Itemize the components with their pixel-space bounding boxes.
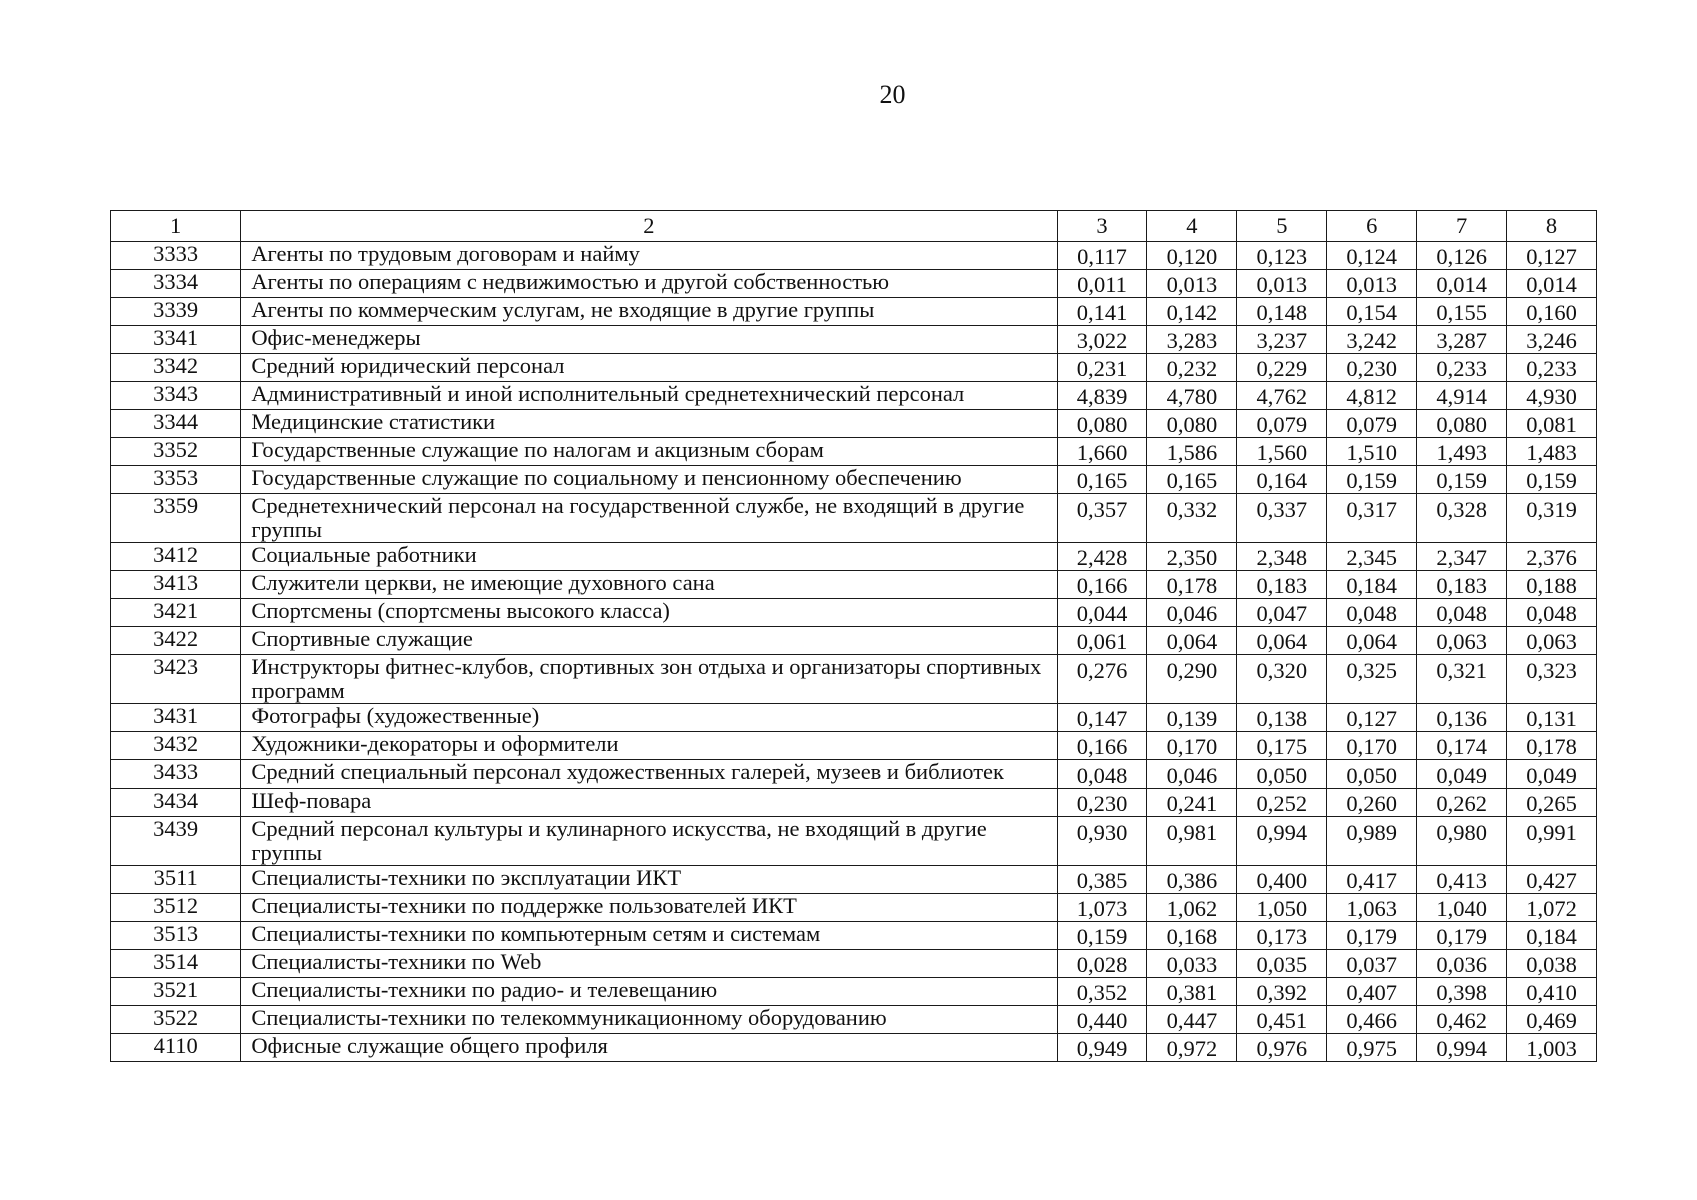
header-cell: 2 — [241, 211, 1057, 242]
value-cell: 3,242 — [1327, 326, 1417, 354]
value-cell: 0,184 — [1327, 571, 1417, 599]
value-cell: 0,385 — [1057, 866, 1147, 894]
value-cell: 1,660 — [1057, 438, 1147, 466]
occupation-name-cell: Специалисты-техники по поддержке пользователей ИКТ — [241, 894, 1057, 922]
value-cell: 0,392 — [1237, 978, 1327, 1006]
occupation-name-cell: Спортсмены (спортсмены высокого класса) — [241, 599, 1057, 627]
table-row — [111, 410, 1597, 438]
occupation-name-cell: Государственные служащие по социальному и пенсионному обеспечению — [241, 466, 1057, 494]
value-cell: 3,287 — [1417, 326, 1507, 354]
value-cell: 0,989 — [1327, 817, 1417, 866]
value-cell: 0,050 — [1237, 760, 1327, 789]
value-cell: 0,013 — [1237, 270, 1327, 298]
occupation-name-cell: Медицинские статистики — [241, 410, 1057, 438]
table-row — [111, 1034, 1597, 1062]
value-cell: 0,276 — [1057, 655, 1147, 704]
value-cell: 0,080 — [1147, 410, 1237, 438]
value-cell: 0,141 — [1057, 298, 1147, 326]
value-cell: 0,064 — [1237, 627, 1327, 655]
value-cell: 3,246 — [1507, 326, 1597, 354]
header-cell: 5 — [1237, 211, 1327, 242]
table-row — [111, 599, 1597, 627]
value-cell: 0,317 — [1327, 494, 1417, 543]
value-cell: 0,117 — [1057, 242, 1147, 270]
occupation-code-cell: 3334 — [111, 270, 241, 298]
value-cell: 0,469 — [1507, 1006, 1597, 1034]
table-body — [111, 211, 1597, 1062]
value-cell: 0,462 — [1417, 1006, 1507, 1034]
occupation-name-cell: Средний специальный персонал художественных галерей, музеев и библиотек — [241, 760, 1057, 789]
occupation-code-cell: 3439 — [111, 817, 241, 866]
table-row — [111, 571, 1597, 599]
occupation-name-cell: Спортивные служащие — [241, 627, 1057, 655]
value-cell: 2,345 — [1327, 543, 1417, 571]
value-cell: 0,063 — [1417, 627, 1507, 655]
value-cell: 0,930 — [1057, 817, 1147, 866]
header-cell: 8 — [1507, 211, 1597, 242]
value-cell: 0,994 — [1417, 1034, 1507, 1062]
value-cell: 0,352 — [1057, 978, 1147, 1006]
occupation-code-cell: 3434 — [111, 789, 241, 817]
table-row — [111, 543, 1597, 571]
value-cell: 1,483 — [1507, 438, 1597, 466]
occupation-code-cell: 3431 — [111, 704, 241, 732]
value-cell: 4,914 — [1417, 382, 1507, 410]
value-cell: 0,233 — [1417, 354, 1507, 382]
value-cell: 0,170 — [1327, 732, 1417, 760]
value-cell: 0,980 — [1417, 817, 1507, 866]
value-cell: 0,079 — [1237, 410, 1327, 438]
value-cell: 0,410 — [1507, 978, 1597, 1006]
header-cell: 6 — [1327, 211, 1417, 242]
value-cell: 0,035 — [1237, 950, 1327, 978]
value-cell: 0,165 — [1147, 466, 1237, 494]
occupation-code-cell: 3522 — [111, 1006, 241, 1034]
value-cell: 0,120 — [1147, 242, 1237, 270]
value-cell: 0,175 — [1237, 732, 1327, 760]
value-cell: 0,230 — [1057, 789, 1147, 817]
table-row — [111, 354, 1597, 382]
value-cell: 0,155 — [1417, 298, 1507, 326]
value-cell: 0,386 — [1147, 866, 1237, 894]
value-cell: 0,160 — [1507, 298, 1597, 326]
value-cell: 2,347 — [1417, 543, 1507, 571]
value-cell: 0,166 — [1057, 571, 1147, 599]
value-cell: 0,048 — [1327, 599, 1417, 627]
occupation-code-cell: 3423 — [111, 655, 241, 704]
value-cell: 0,398 — [1417, 978, 1507, 1006]
value-cell: 1,062 — [1147, 894, 1237, 922]
value-cell: 0,139 — [1147, 704, 1237, 732]
value-cell: 0,159 — [1327, 466, 1417, 494]
occupation-name-cell: Специалисты-техники по Web — [241, 950, 1057, 978]
value-cell: 0,148 — [1237, 298, 1327, 326]
value-cell: 2,376 — [1507, 543, 1597, 571]
value-cell: 0,381 — [1147, 978, 1237, 1006]
table-row — [111, 627, 1597, 655]
value-cell: 0,440 — [1057, 1006, 1147, 1034]
value-cell: 0,357 — [1057, 494, 1147, 543]
value-cell: 0,124 — [1327, 242, 1417, 270]
value-cell: 0,179 — [1417, 922, 1507, 950]
value-cell: 4,762 — [1237, 382, 1327, 410]
value-cell: 0,063 — [1507, 627, 1597, 655]
value-cell: 0,413 — [1417, 866, 1507, 894]
value-cell: 0,325 — [1327, 655, 1417, 704]
value-cell: 0,252 — [1237, 789, 1327, 817]
occupation-code-cell: 3342 — [111, 354, 241, 382]
value-cell: 0,079 — [1327, 410, 1417, 438]
occupation-code-cell: 3513 — [111, 922, 241, 950]
occupation-name-cell: Среднетехнический персонал на государственной службе, не входящий в другие группы — [241, 494, 1057, 543]
value-cell: 0,049 — [1507, 760, 1597, 789]
value-cell: 0,447 — [1147, 1006, 1237, 1034]
value-cell: 0,321 — [1417, 655, 1507, 704]
occupation-code-cell: 3359 — [111, 494, 241, 543]
value-cell: 0,262 — [1417, 789, 1507, 817]
value-cell: 0,184 — [1507, 922, 1597, 950]
value-cell: 1,073 — [1057, 894, 1147, 922]
value-cell: 0,183 — [1417, 571, 1507, 599]
value-cell: 3,237 — [1237, 326, 1327, 354]
value-cell: 0,328 — [1417, 494, 1507, 543]
value-cell: 4,839 — [1057, 382, 1147, 410]
occupation-code-cell: 3353 — [111, 466, 241, 494]
table-row — [111, 866, 1597, 894]
value-cell: 1,050 — [1237, 894, 1327, 922]
value-cell: 0,081 — [1507, 410, 1597, 438]
value-cell: 0,147 — [1057, 704, 1147, 732]
value-cell: 0,142 — [1147, 298, 1237, 326]
value-cell: 0,123 — [1237, 242, 1327, 270]
value-cell: 0,126 — [1417, 242, 1507, 270]
occupation-name-cell: Средний персонал культуры и кулинарного искусства, не входящий в другие группы — [241, 817, 1057, 866]
value-cell: 0,178 — [1147, 571, 1237, 599]
value-cell: 0,241 — [1147, 789, 1237, 817]
occupation-code-cell: 3422 — [111, 627, 241, 655]
table-row — [111, 922, 1597, 950]
value-cell: 0,064 — [1147, 627, 1237, 655]
value-cell: 0,138 — [1237, 704, 1327, 732]
value-cell: 0,170 — [1147, 732, 1237, 760]
table-row — [111, 817, 1597, 866]
table-row — [111, 732, 1597, 760]
header-cell: 7 — [1417, 211, 1507, 242]
value-cell: 0,159 — [1507, 466, 1597, 494]
value-cell: 0,427 — [1507, 866, 1597, 894]
occupation-name-cell: Специалисты-техники по эксплуатации ИКТ — [241, 866, 1057, 894]
occupation-code-cell: 3514 — [111, 950, 241, 978]
value-cell: 2,428 — [1057, 543, 1147, 571]
occupation-name-cell: Специалисты-техники по телекоммуникационному оборудованию — [241, 1006, 1057, 1034]
value-cell: 0,080 — [1417, 410, 1507, 438]
table-row — [111, 894, 1597, 922]
value-cell: 0,174 — [1417, 732, 1507, 760]
value-cell: 0,048 — [1057, 760, 1147, 789]
value-cell: 0,188 — [1507, 571, 1597, 599]
occupation-code-cell: 3413 — [111, 571, 241, 599]
occupation-name-cell: Художники-декораторы и оформители — [241, 732, 1057, 760]
occupation-name-cell: Офисные служащие общего профиля — [241, 1034, 1057, 1062]
value-cell: 2,348 — [1237, 543, 1327, 571]
occupation-code-cell: 3339 — [111, 298, 241, 326]
value-cell: 0,049 — [1417, 760, 1507, 789]
value-cell: 0,183 — [1237, 571, 1327, 599]
value-cell: 1,586 — [1147, 438, 1237, 466]
value-cell: 0,037 — [1327, 950, 1417, 978]
value-cell: 0,050 — [1327, 760, 1417, 789]
value-cell: 0,260 — [1327, 789, 1417, 817]
occupation-name-cell: Средний юридический персонал — [241, 354, 1057, 382]
value-cell: 0,131 — [1507, 704, 1597, 732]
occupation-name-cell: Агенты по коммерческим услугам, не входящие в другие группы — [241, 298, 1057, 326]
value-cell: 2,350 — [1147, 543, 1237, 571]
header-cell: 3 — [1057, 211, 1147, 242]
value-cell: 0,044 — [1057, 599, 1147, 627]
occupation-name-cell: Государственные служащие по налогам и акцизным сборам — [241, 438, 1057, 466]
occupation-code-cell: 3412 — [111, 543, 241, 571]
value-cell: 3,022 — [1057, 326, 1147, 354]
value-cell: 1,510 — [1327, 438, 1417, 466]
value-cell: 0,981 — [1147, 817, 1237, 866]
occupation-code-cell: 3343 — [111, 382, 241, 410]
occupation-name-cell: Агенты по трудовым договорам и найму — [241, 242, 1057, 270]
value-cell: 0,166 — [1057, 732, 1147, 760]
occupation-code-cell: 3521 — [111, 978, 241, 1006]
occupation-name-cell: Служители церкви, не имеющие духовного сана — [241, 571, 1057, 599]
value-cell: 0,011 — [1057, 270, 1147, 298]
value-cell: 0,048 — [1507, 599, 1597, 627]
value-cell: 0,466 — [1327, 1006, 1417, 1034]
table-row — [111, 978, 1597, 1006]
value-cell: 0,154 — [1327, 298, 1417, 326]
table-row — [111, 242, 1597, 270]
value-cell: 0,046 — [1147, 760, 1237, 789]
table-row — [111, 298, 1597, 326]
occupation-code-cell: 3352 — [111, 438, 241, 466]
value-cell: 0,975 — [1327, 1034, 1417, 1062]
value-cell: 0,319 — [1507, 494, 1597, 543]
table-row — [111, 382, 1597, 410]
value-cell: 0,231 — [1057, 354, 1147, 382]
value-cell: 3,283 — [1147, 326, 1237, 354]
occupation-code-cell: 3433 — [111, 760, 241, 789]
value-cell: 0,173 — [1237, 922, 1327, 950]
value-cell: 0,080 — [1057, 410, 1147, 438]
value-cell: 0,265 — [1507, 789, 1597, 817]
value-cell: 0,337 — [1237, 494, 1327, 543]
value-cell: 1,040 — [1417, 894, 1507, 922]
value-cell: 0,136 — [1417, 704, 1507, 732]
occupation-code-cell: 3512 — [111, 894, 241, 922]
value-cell: 0,991 — [1507, 817, 1597, 866]
data-table-container — [110, 210, 1597, 1062]
value-cell: 0,047 — [1237, 599, 1327, 627]
table-header-row — [111, 211, 1597, 242]
table-row — [111, 270, 1597, 298]
value-cell: 0,320 — [1237, 655, 1327, 704]
table-row — [111, 1006, 1597, 1034]
value-cell: 0,332 — [1147, 494, 1237, 543]
occupation-code-cell: 3341 — [111, 326, 241, 354]
value-cell: 0,164 — [1237, 466, 1327, 494]
value-cell: 0,014 — [1507, 270, 1597, 298]
value-cell: 0,232 — [1147, 354, 1237, 382]
table-row — [111, 326, 1597, 354]
value-cell: 0,013 — [1327, 270, 1417, 298]
value-cell: 4,812 — [1327, 382, 1417, 410]
value-cell: 0,033 — [1147, 950, 1237, 978]
value-cell: 0,061 — [1057, 627, 1147, 655]
value-cell: 1,560 — [1237, 438, 1327, 466]
occupation-code-cell: 3511 — [111, 866, 241, 894]
value-cell: 0,323 — [1507, 655, 1597, 704]
occupation-name-cell: Специалисты-техники по компьютерным сетям и системам — [241, 922, 1057, 950]
occupation-name-cell: Шеф-повара — [241, 789, 1057, 817]
value-cell: 0,949 — [1057, 1034, 1147, 1062]
occupation-name-cell: Офис-менеджеры — [241, 326, 1057, 354]
occupation-name-cell: Специалисты-техники по радио- и телевещанию — [241, 978, 1057, 1006]
value-cell: 0,014 — [1417, 270, 1507, 298]
occupation-code-cell: 3344 — [111, 410, 241, 438]
value-cell: 0,127 — [1327, 704, 1417, 732]
value-cell: 0,179 — [1327, 922, 1417, 950]
table-row — [111, 466, 1597, 494]
occupation-name-cell: Фотографы (художественные) — [241, 704, 1057, 732]
value-cell: 1,493 — [1417, 438, 1507, 466]
value-cell: 0,013 — [1147, 270, 1237, 298]
value-cell: 0,972 — [1147, 1034, 1237, 1062]
value-cell: 0,178 — [1507, 732, 1597, 760]
table-row — [111, 655, 1597, 704]
occupation-name-cell: Агенты по операциям с недвижимостью и другой собственностью — [241, 270, 1057, 298]
occupation-code-cell: 3333 — [111, 242, 241, 270]
table-row — [111, 950, 1597, 978]
occupation-code-cell: 3421 — [111, 599, 241, 627]
header-cell: 4 — [1147, 211, 1237, 242]
value-cell: 0,994 — [1237, 817, 1327, 866]
occupation-code-cell: 3432 — [111, 732, 241, 760]
value-cell: 0,046 — [1147, 599, 1237, 627]
value-cell: 0,165 — [1057, 466, 1147, 494]
value-cell: 0,233 — [1507, 354, 1597, 382]
table-row — [111, 494, 1597, 543]
value-cell: 0,064 — [1327, 627, 1417, 655]
occupation-code-cell: 4110 — [111, 1034, 241, 1062]
value-cell: 0,976 — [1237, 1034, 1327, 1062]
value-cell: 0,159 — [1417, 466, 1507, 494]
value-cell: 0,400 — [1237, 866, 1327, 894]
value-cell: 0,036 — [1417, 950, 1507, 978]
data-table — [110, 210, 1597, 1062]
value-cell: 0,230 — [1327, 354, 1417, 382]
value-cell: 4,780 — [1147, 382, 1237, 410]
occupation-name-cell: Инструкторы фитнес-клубов, спортивных зон отдыха и организаторы спортивных программ — [241, 655, 1057, 704]
header-cell: 1 — [111, 211, 241, 242]
value-cell: 0,159 — [1057, 922, 1147, 950]
value-cell: 0,290 — [1147, 655, 1237, 704]
value-cell: 0,048 — [1417, 599, 1507, 627]
table-row — [111, 789, 1597, 817]
value-cell: 0,229 — [1237, 354, 1327, 382]
value-cell: 0,407 — [1327, 978, 1417, 1006]
value-cell: 0,127 — [1507, 242, 1597, 270]
occupation-name-cell: Административный и иной исполнительный среднетехнический персонал — [241, 382, 1057, 410]
value-cell: 0,168 — [1147, 922, 1237, 950]
value-cell: 0,038 — [1507, 950, 1597, 978]
page-number: 20 — [879, 80, 906, 109]
value-cell: 1,063 — [1327, 894, 1417, 922]
occupation-name-cell: Социальные работники — [241, 543, 1057, 571]
value-cell: 0,451 — [1237, 1006, 1327, 1034]
value-cell: 0,417 — [1327, 866, 1417, 894]
table-row — [111, 438, 1597, 466]
table-row — [111, 704, 1597, 732]
value-cell: 0,028 — [1057, 950, 1147, 978]
value-cell: 4,930 — [1507, 382, 1597, 410]
value-cell: 1,072 — [1507, 894, 1597, 922]
table-row — [111, 760, 1597, 789]
value-cell: 1,003 — [1507, 1034, 1597, 1062]
